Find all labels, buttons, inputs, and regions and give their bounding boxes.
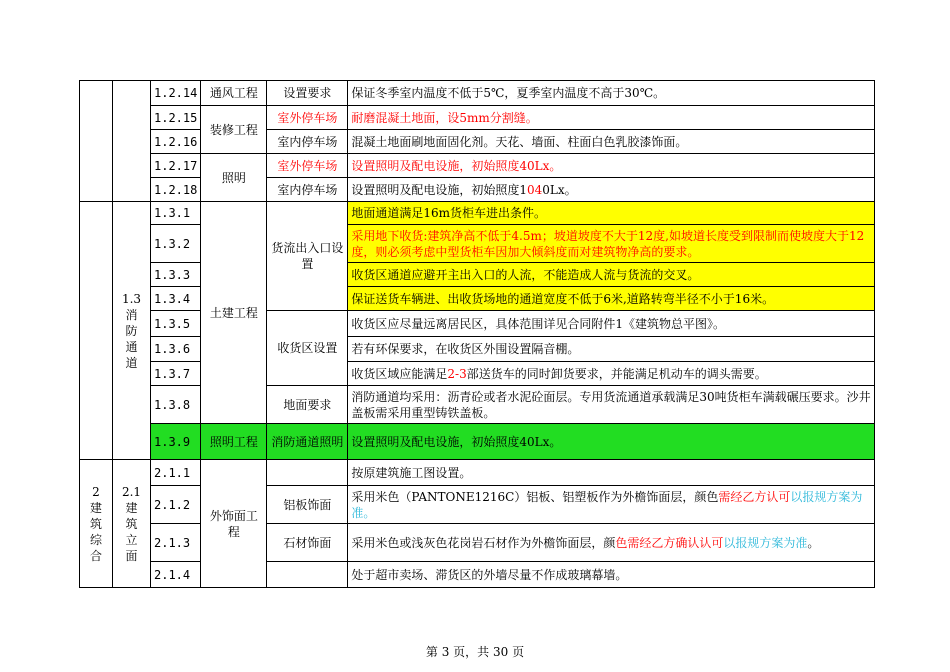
row-id: 1.3.9 (151, 424, 201, 460)
table-row (80, 178, 875, 202)
sub-receiving-area: 收货区设置 (267, 311, 348, 386)
sub-indoor-parking: 室内停车场 (267, 130, 348, 154)
row-desc: 设置照明及配电设施，初始照度40Lx。 (348, 154, 875, 178)
section-l1-continuation (80, 202, 113, 460)
row-desc: 消防通道均采用：沥青砼或者水泥砼面层。专用货流通道承载满足30吨货柜车满载碾压要求。沙井盖板需采用重型铸铁盖板。 (348, 386, 875, 424)
table-row (80, 524, 875, 562)
row-id: 1.3.4 (151, 287, 201, 311)
row-desc: 若有环保要求，在收货区外围设置隔音棚。 (348, 337, 875, 362)
sub-outdoor-parking: 室外停车场 (267, 154, 348, 178)
row-id: 1.3.8 (151, 386, 201, 424)
table-row (80, 386, 875, 424)
row-desc: 耐磨混凝土地面，设5mm分割缝。 (348, 106, 875, 130)
row-id: 2.1.2 (151, 486, 201, 524)
row-id: 1.2.18 (151, 178, 201, 202)
section-2-label: 2 建筑综合 (80, 460, 113, 588)
table-row (80, 562, 875, 588)
row-id: 1.3.6 (151, 337, 201, 362)
table-row (80, 81, 875, 106)
section-l1-continuation (80, 81, 113, 202)
row-desc: 采用米色（PANTONE1216C）铝板、铝塑板作为外檐饰面层，颜色需经乙方认可以报规方案为准。 (348, 486, 875, 524)
row-id: 1.2.16 (151, 130, 201, 154)
row-desc: 收货区通道应避开主出入口的人流，不能造成人流与货流的交叉。 (348, 263, 875, 287)
row-id: 1.3.2 (151, 225, 201, 263)
table-row (80, 287, 875, 311)
row-desc: 收货区域应能满足2-3部送货车的同时卸货要求，并能满足机动车的调头需要。 (348, 362, 875, 386)
sub-outdoor-parking: 室外停车场 (267, 106, 348, 130)
table-row (80, 311, 875, 337)
row-desc: 保证冬季室内温度不低于5℃，夏季室内温度不高于30℃。 (348, 81, 875, 106)
table-row (80, 337, 875, 362)
row-id: 1.2.17 (151, 154, 201, 178)
table-row (80, 486, 875, 524)
sub-design-req: 设置要求 (267, 81, 348, 106)
row-id: 2.1.3 (151, 524, 201, 562)
table-row (80, 362, 875, 386)
table-row (80, 225, 875, 263)
row-desc: 采用米色或浅灰色花岗岩石材作为外檐饰面层，颜色需经乙方确认认可以报规方案为准。 (348, 524, 875, 562)
row-id: 1.3.5 (151, 311, 201, 337)
row-id: 1.3.1 (151, 202, 201, 225)
table-row (80, 130, 875, 154)
section-l2-continuation (113, 81, 151, 202)
row-id: 1.3.3 (151, 263, 201, 287)
row-desc: 采用地下收货:建筑净高不低于4.5m；坡道坡度不大于12度,如坡道长度受到限制而使坡度大于12度，则必须考虑中型货柜车因加大倾斜度而对建筑物净高的要求。 (348, 225, 875, 263)
sub-empty (267, 460, 348, 486)
row-id: 1.3.7 (151, 362, 201, 386)
section-1-3-label: 1.3 消防通道 (113, 202, 151, 460)
table-row (80, 460, 875, 486)
row-desc: 地面通道满足16m货柜车进出条件。 (348, 202, 875, 225)
page-footer: 第 3 页，共 30 页 (425, 645, 525, 659)
sub-indoor-parking: 室内停车场 (267, 178, 348, 202)
sub-alu-panel: 铝板饰面 (267, 486, 348, 524)
table-row (80, 263, 875, 287)
sub-cargo-entrance: 货流出入口设置 (267, 202, 348, 311)
row-desc: 收货区应尽量远离居民区，具体范围详见合同附件1《建筑物总平图》。 (348, 311, 875, 337)
sub-ground-req: 地面要求 (267, 386, 348, 424)
table-row (80, 424, 875, 460)
table-row (80, 106, 875, 130)
sub-fire-lighting: 消防通道照明 (267, 424, 348, 460)
category-lighting-eng: 照明工程 (201, 424, 267, 460)
row-desc: 按原建筑施工图设置。 (348, 460, 875, 486)
row-desc: 处于超市卖场、滞货区的外墙尽量不作成玻璃幕墙。 (348, 562, 875, 588)
sub-empty (267, 562, 348, 588)
category-lighting: 照明 (201, 154, 267, 202)
row-desc: 保证送货车辆进、出收货场地的通道宽度不低于6米,道路转弯半径不小于16米。 (348, 287, 875, 311)
table-row (80, 154, 875, 178)
category-ventilation: 通风工程 (201, 81, 267, 106)
sub-stone: 石材饰面 (267, 524, 348, 562)
row-id: 2.1.1 (151, 460, 201, 486)
table-row (80, 202, 875, 225)
row-id: 1.2.14 (151, 81, 201, 106)
row-id: 1.2.15 (151, 106, 201, 130)
row-desc: 混凝土地面刷地面固化剂。天花、墙面、柱面白色乳胶漆饰面。 (348, 130, 875, 154)
spec-table (79, 80, 875, 588)
section-2-1-label: 2.1 建筑立面 (113, 460, 151, 588)
row-desc: 设置照明及配电设施，初始照度40Lx。 (348, 424, 875, 460)
row-desc: 设置照明及配电设施，初始照度1040Lx。 (348, 178, 875, 202)
category-decoration: 装修工程 (201, 106, 267, 154)
row-id: 2.1.4 (151, 562, 201, 588)
category-facade: 外饰面工程 (201, 460, 267, 588)
category-civil: 土建工程 (201, 202, 267, 424)
